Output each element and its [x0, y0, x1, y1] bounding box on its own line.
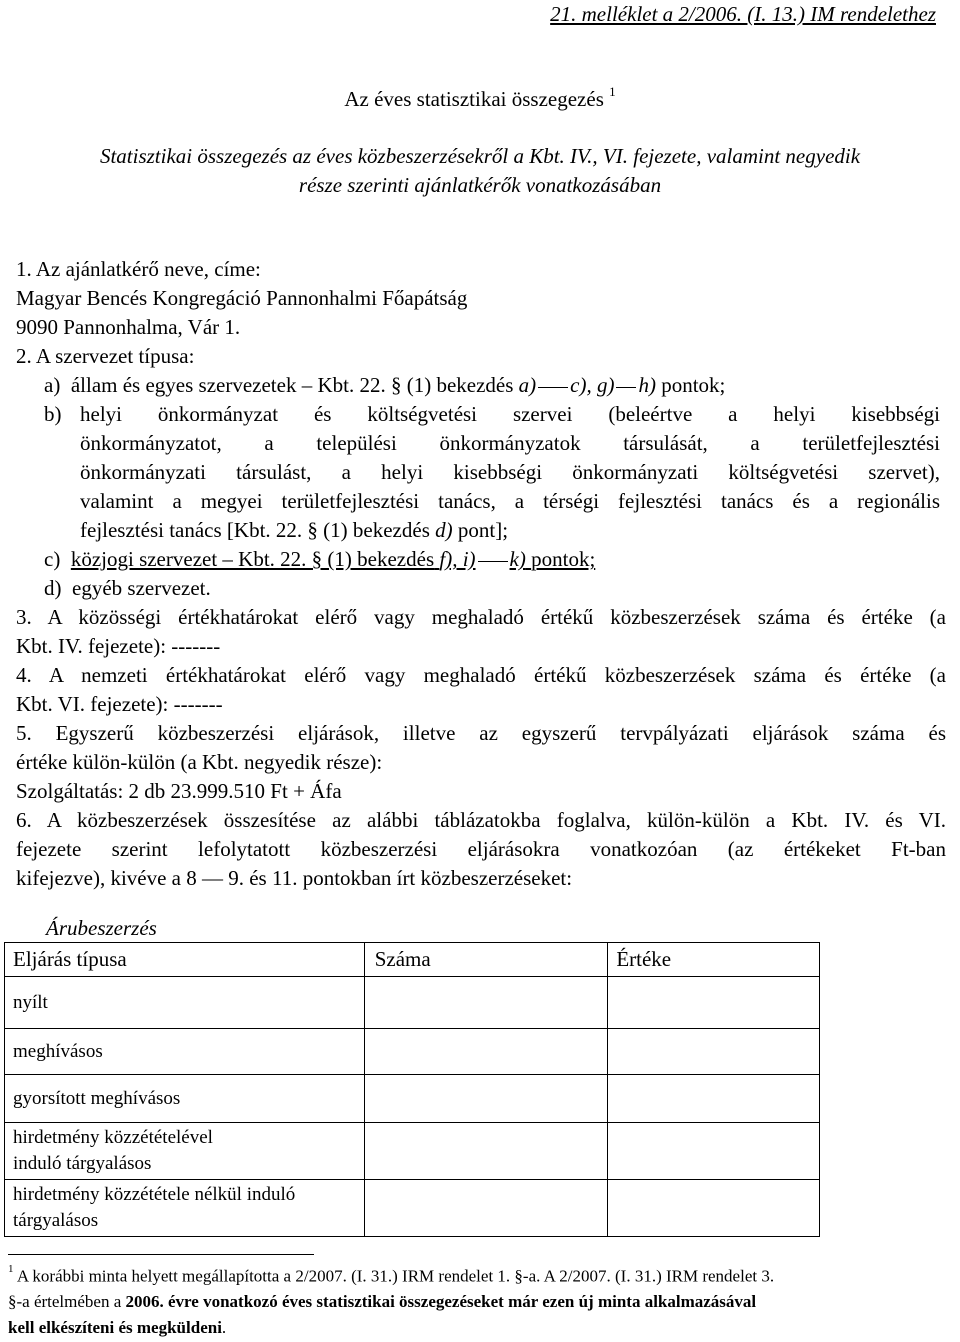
row-procedure-type: hirdetmény közzétételével induló tárgyalásos [5, 1123, 365, 1180]
section6-line-2: fejezete szerint lefolytatott közbeszerzési eljárásokra vonatkozóan (az értékeket Ft-ban [16, 837, 946, 861]
table-row [5, 1180, 820, 1237]
org-type-a-ref1: a) [518, 373, 537, 397]
org-type-a-text: állam és egyes szervezetek – Kbt. 22. § (1) bekezdés [70, 373, 514, 397]
org-type-b-ref: d) [435, 518, 453, 542]
org-type-a [44, 373, 725, 398]
org-type-b-line-3: önkormányzati társulást, a helyi kisebbségi önkormányzati költségvetési szervet), [80, 460, 940, 484]
table-row [5, 1029, 820, 1075]
footnote-end: . [221, 1318, 227, 1337]
section3-line-1: 3. A közösségi értékhatárokat elérő vagy meghaladó értékű közbeszerzések száma és értéke (a [16, 605, 946, 629]
org-type-c [44, 547, 595, 572]
org-type-a-ref2: c), g) [570, 373, 615, 397]
footnote-line-1 [8, 1263, 775, 1287]
footnote-separator [8, 1254, 314, 1255]
range-dash [478, 561, 508, 562]
row-procedure-type: meghívásos [5, 1029, 365, 1075]
section6-line-3: kifejezve), kivéve a 8 — 9. és 11. pontokban írt közbeszerzéseket: [16, 866, 573, 890]
footnote-text-2: §-a értelmében a [8, 1292, 122, 1311]
header-procedure-type: Eljárás típusa [5, 943, 365, 977]
row-procedure-type: hirdetmény közzététele nélkül induló tárgyalásos [5, 1180, 365, 1237]
org-type-b-last-text: fejlesztési tanács [Kbt. 22. § (1) bekezdés [80, 518, 430, 542]
row-value [608, 977, 820, 1029]
section6-line-1: 6. A közbeszerzések összesítése az alábbi táblázatokba foglalva, külön-külön a Kbt. IV. és VI. [16, 808, 946, 832]
row-procedure-type: nyílt [5, 977, 365, 1029]
org-type-a-end: pontok; [661, 373, 726, 397]
org-type-b-prefix: b) [44, 402, 62, 426]
section5-line-1: 5. Egyszerű közbeszerzési eljárások, illetve az egyszerű tervpályázati eljárások száma és [16, 721, 946, 745]
contracting-authority-name: Magyar Bencés Kongregáció Pannonhalmi Főapátság [16, 286, 468, 310]
row-count [364, 977, 608, 1029]
contracting-authority-address: 9090 Pannonhalma, Vár 1. [16, 315, 241, 339]
annex-reference: 21. melléklet a 2/2006. (I. 13.) IM rendelethez [550, 2, 936, 26]
table-header-row [5, 943, 820, 977]
subtitle-line-2: része szerinti ajánlatkérők vonatkozásában [298, 173, 662, 197]
footnote-line-3 [8, 1318, 226, 1338]
row-value [608, 1123, 820, 1180]
procurement-table [4, 942, 820, 1237]
section3-line-2: Kbt. IV. fejezete): ------- [16, 634, 221, 658]
section4-line-2: Kbt. VI. fejezete): ------- [16, 692, 223, 716]
table-title: Árubeszerzés [46, 916, 157, 940]
footnote-text-1: A korábbi minta helyett megállapította a 2/2007. (I. 31.) IRM rendelet 1. §-a. A 2/2007. (I. 31.) IRM rendelet 3. [16, 1266, 775, 1286]
row-count [364, 1180, 608, 1237]
footnote-bold-2: 2006. évre vonatkozó éves statisztikai összegezéseket már ezen új minta alkalmazásával [125, 1292, 757, 1311]
org-type-b-line-4: valamint a megyei területfejlesztési tanács, a térségi fejlesztési tanács és a regionális [80, 489, 940, 513]
org-type-d [44, 576, 211, 601]
row-count [364, 1123, 608, 1180]
header-count: Száma [364, 943, 608, 977]
org-type-c-ref1: f), i) [439, 547, 476, 571]
org-type-b-end: pont]; [457, 518, 509, 542]
footnote-line-2 [8, 1292, 756, 1312]
org-type-b-line-5 [80, 518, 508, 543]
org-type-c-end: pontok; [531, 547, 596, 571]
document-title [0, 86, 960, 112]
org-type-b-line-1: helyi önkormányzat és költségvetési szervei (beleértve a helyi kisebbségi [80, 402, 940, 426]
row-value [608, 1029, 820, 1075]
footnote-ref: 1 [8, 1263, 14, 1275]
org-type-b-line-2: önkormányzatot, a települési önkormányzatok társulását, a területfejlesztési [80, 431, 940, 455]
org-type-a-prefix: a) [44, 373, 61, 397]
org-type-a-ref3: h) [638, 373, 656, 397]
org-type-d-text: egyéb szervezet. [72, 576, 211, 600]
header-value: Értéke [608, 943, 820, 977]
table-row [5, 1123, 820, 1180]
title-text: Az éves statisztikai összegezés [344, 87, 604, 111]
row-value [608, 1180, 820, 1237]
org-type-c-prefix: c) [44, 547, 61, 571]
section5-line-2: értéke külön-külön (a Kbt. negyedik része): [16, 750, 383, 774]
org-type-d-prefix: d) [44, 576, 62, 600]
org-type-c-text: közjogi szervezet – Kbt. 22. § (1) bekezdés [70, 547, 435, 571]
range-dash [616, 387, 636, 388]
section4-line-1: 4. A nemzeti értékhatárokat elérő vagy meghaladó értékű közbeszerzések száma és értéke (a [16, 663, 946, 687]
table-row [5, 1075, 820, 1123]
section2-heading: 2. A szervezet típusa: [16, 344, 195, 368]
row-procedure-type: gyorsított meghívásos [5, 1075, 365, 1123]
subtitle-line-1: Statisztikai összegezés az éves közbeszerzésekről a Kbt. IV., VI. fejezete, valamint negyedik [99, 144, 861, 168]
org-type-c-ref2: k) [509, 547, 526, 571]
section1-heading: 1. Az ajánlatkérő neve, címe: [16, 257, 261, 281]
row-count [364, 1075, 608, 1123]
row-count [364, 1029, 608, 1075]
footnote-bold-3: kell elkészíteni és megküldeni [8, 1318, 222, 1337]
range-dash [538, 387, 568, 388]
title-footnote-ref[interactable]: 1 [609, 84, 616, 99]
table-row [5, 977, 820, 1029]
row-value [608, 1075, 820, 1123]
section5-line-3: Szolgáltatás: 2 db 23.999.510 Ft + Áfa [16, 779, 342, 803]
